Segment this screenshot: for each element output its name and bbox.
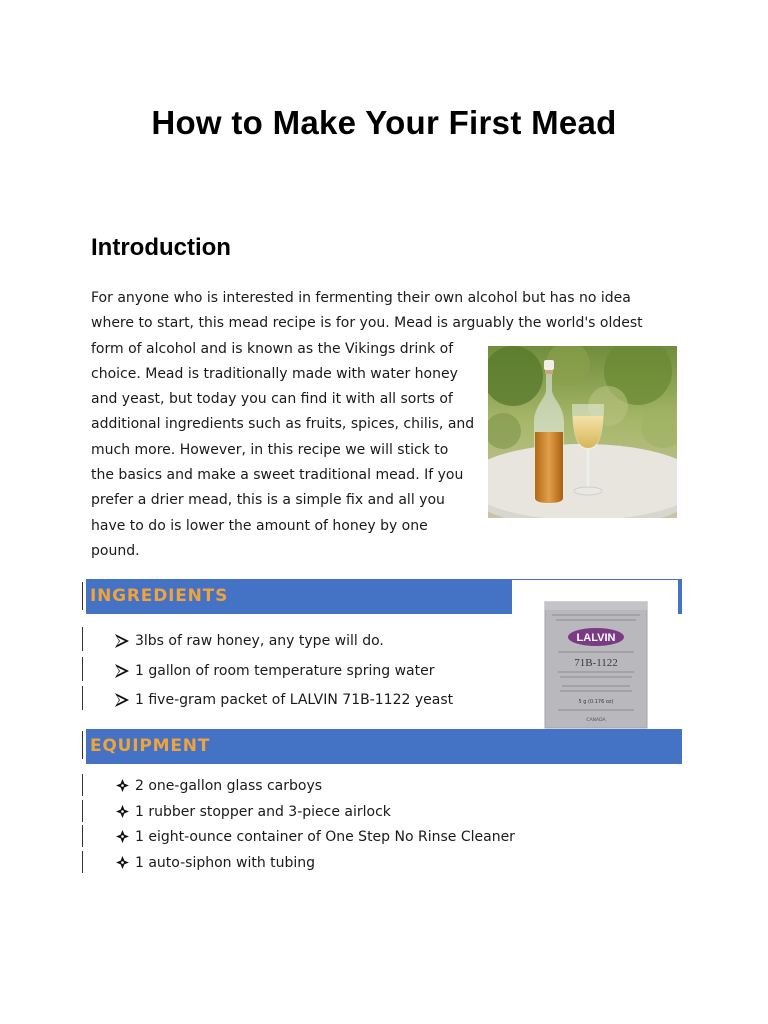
intro-line: pound. [91,542,140,559]
list-item [116,851,515,877]
mead-bottle-photo [488,346,677,518]
margin-rule [82,582,83,610]
equipment-text: 1 rubber stopper and 3-piece airlock [135,803,391,820]
margin-rule [82,800,83,822]
yeast-country: CANADA [586,718,606,723]
margin-rule [82,774,83,796]
equipment-list [116,774,515,876]
ingredient-text: 1 gallon of room temperature spring water [135,662,435,679]
list-item [114,686,453,716]
list-item [116,825,515,851]
ingredient-text: 3lbs of raw honey, any type will do. [135,633,384,649]
equipment-text: 1 auto-siphon with tubing [135,854,316,871]
margin-rule [82,825,83,847]
ingredient-text: 1 five-gram packet of LALVIN 71B-1122 yeast [135,692,454,708]
intro-line: have to do is lower the amount of honey by one [91,517,428,534]
diamond-bullet-icon [116,856,129,869]
intro-line: form of alcohol and is known as the Vikings drink of [91,340,454,357]
margin-rule [82,657,83,681]
margin-rule [82,627,83,651]
diamond-bullet-icon [116,830,129,843]
intro-line: and yeast, but today you can find it with all sorts of [91,391,453,408]
arrow-bullet-icon [114,663,130,679]
equipment-text: 2 one-gallon glass carboys [135,778,323,794]
page-title: How to Make Your First Mead [151,104,617,141]
equipment-heading: EQUIPMENT [90,736,211,756]
yeast-weight: 5 g (0.176 oz) [578,699,614,705]
diamond-bullet-icon [116,779,129,792]
list-item [116,774,515,800]
diamond-bullet-icon [116,805,129,818]
yeast-brand: LALVIN [576,632,616,644]
list-item [114,657,453,687]
intro-line: For anyone who is interested in fermenting their own alcohol but has no idea [91,290,631,306]
ingredients-list [114,627,453,716]
intro-line: the basics and make a sweet traditional mead. If you [91,467,464,484]
intro-line: much more. However, in this recipe we will stick to [91,441,449,458]
margin-rule [82,686,83,710]
intro-line: choice. Mead is traditionally made with water honey [91,365,458,382]
introduction-heading: Introduction [91,234,231,261]
arrow-bullet-icon [114,692,130,708]
list-item [116,800,515,826]
intro-line: prefer a drier mead, this is a simple fix and all you [91,492,445,509]
yeast-code: 71B-1122 [574,657,618,669]
margin-rule [82,851,83,873]
yeast-packet-photo [512,580,678,749]
list-item [114,627,453,657]
arrow-bullet-icon [114,633,130,649]
equipment-text: 1 eight-ounce container of One Step No Rinse Cleaner [135,829,515,845]
ingredients-heading: INGREDIENTS [90,586,229,606]
intro-line: where to start, this mead recipe is for you. Mead is arguably the world's oldest [91,315,643,332]
margin-rule [82,731,83,759]
equipment-section-bar [86,729,682,764]
intro-line: additional ingredients such as fruits, spices, chilis, and [91,416,475,433]
